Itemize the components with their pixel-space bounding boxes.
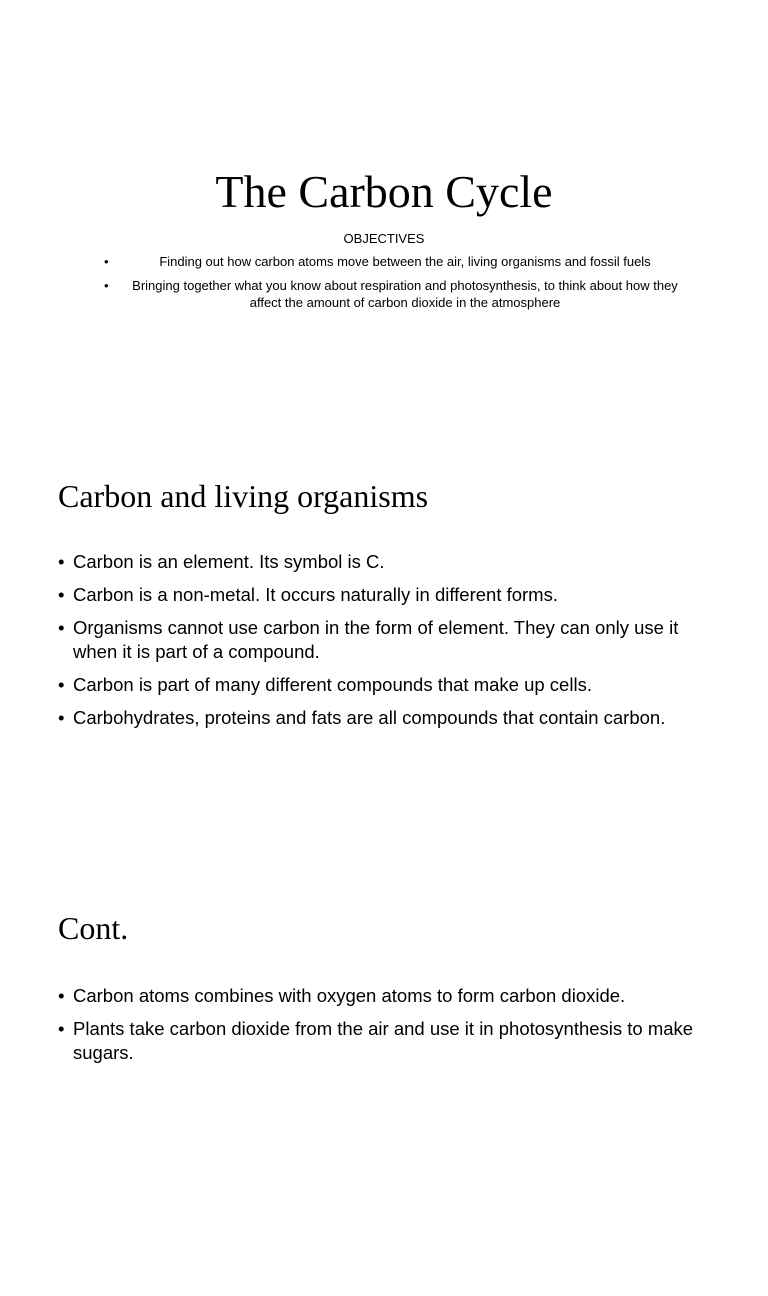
bullet-list — [58, 984, 758, 1074]
list-item — [58, 706, 708, 730]
section-title: Carbon and living organisms — [58, 478, 429, 514]
objectives-heading: OBJECTIVES — [343, 231, 425, 246]
bullet-text: Carbon is a non-metal. It occurs naturally in different forms. — [73, 584, 558, 605]
objectives-list — [100, 253, 688, 318]
list-item — [100, 277, 688, 311]
bullet-text: Carbon atoms combines with oxygen atoms to form carbon dioxide. — [73, 985, 626, 1006]
list-item — [58, 673, 708, 697]
bullet-text: Organisms cannot use carbon in the form of element. They can only use it when it is part of a compound. — [73, 617, 679, 662]
bullet-icon: • — [58, 617, 65, 638]
bullet-icon: • — [58, 674, 65, 695]
objective-text: Finding out how carbon atoms move between the air, living organisms and fossil fuels — [159, 254, 651, 269]
slide-continued — [0, 864, 768, 1296]
list-item — [58, 616, 708, 664]
list-item — [58, 984, 758, 1008]
slide-carbon-living-organisms — [0, 432, 768, 864]
bullet-icon: • — [58, 551, 65, 572]
bullet-text: Carbohydrates, proteins and fats are all compounds that contain carbon. — [73, 707, 666, 728]
list-item — [58, 1017, 758, 1065]
bullet-text: Carbon is part of many different compounds that make up cells. — [73, 674, 592, 695]
bullet-icon: • — [58, 1018, 65, 1039]
section-title: Cont. — [58, 910, 129, 946]
bullet-text: Carbon is an element. Its symbol is C. — [73, 551, 385, 572]
bullet-text: Plants take carbon dioxide from the air and use it in photosynthesis to make sugars. — [73, 1018, 694, 1063]
bullet-list — [58, 550, 708, 739]
list-item — [58, 583, 708, 607]
bullet-icon: • — [104, 254, 109, 269]
slide-title — [0, 0, 768, 432]
bullet-icon: • — [58, 584, 65, 605]
objective-text: Bringing together what you know about respiration and photosynthesis, to think about how they affect the amount of carbon dioxide in the atmosphere — [132, 278, 678, 310]
bullet-icon: • — [58, 985, 65, 1006]
page-title: The Carbon Cycle — [215, 166, 553, 217]
bullet-icon: • — [104, 278, 109, 293]
bullet-icon: • — [58, 707, 65, 728]
list-item — [100, 253, 688, 270]
list-item — [58, 550, 708, 574]
